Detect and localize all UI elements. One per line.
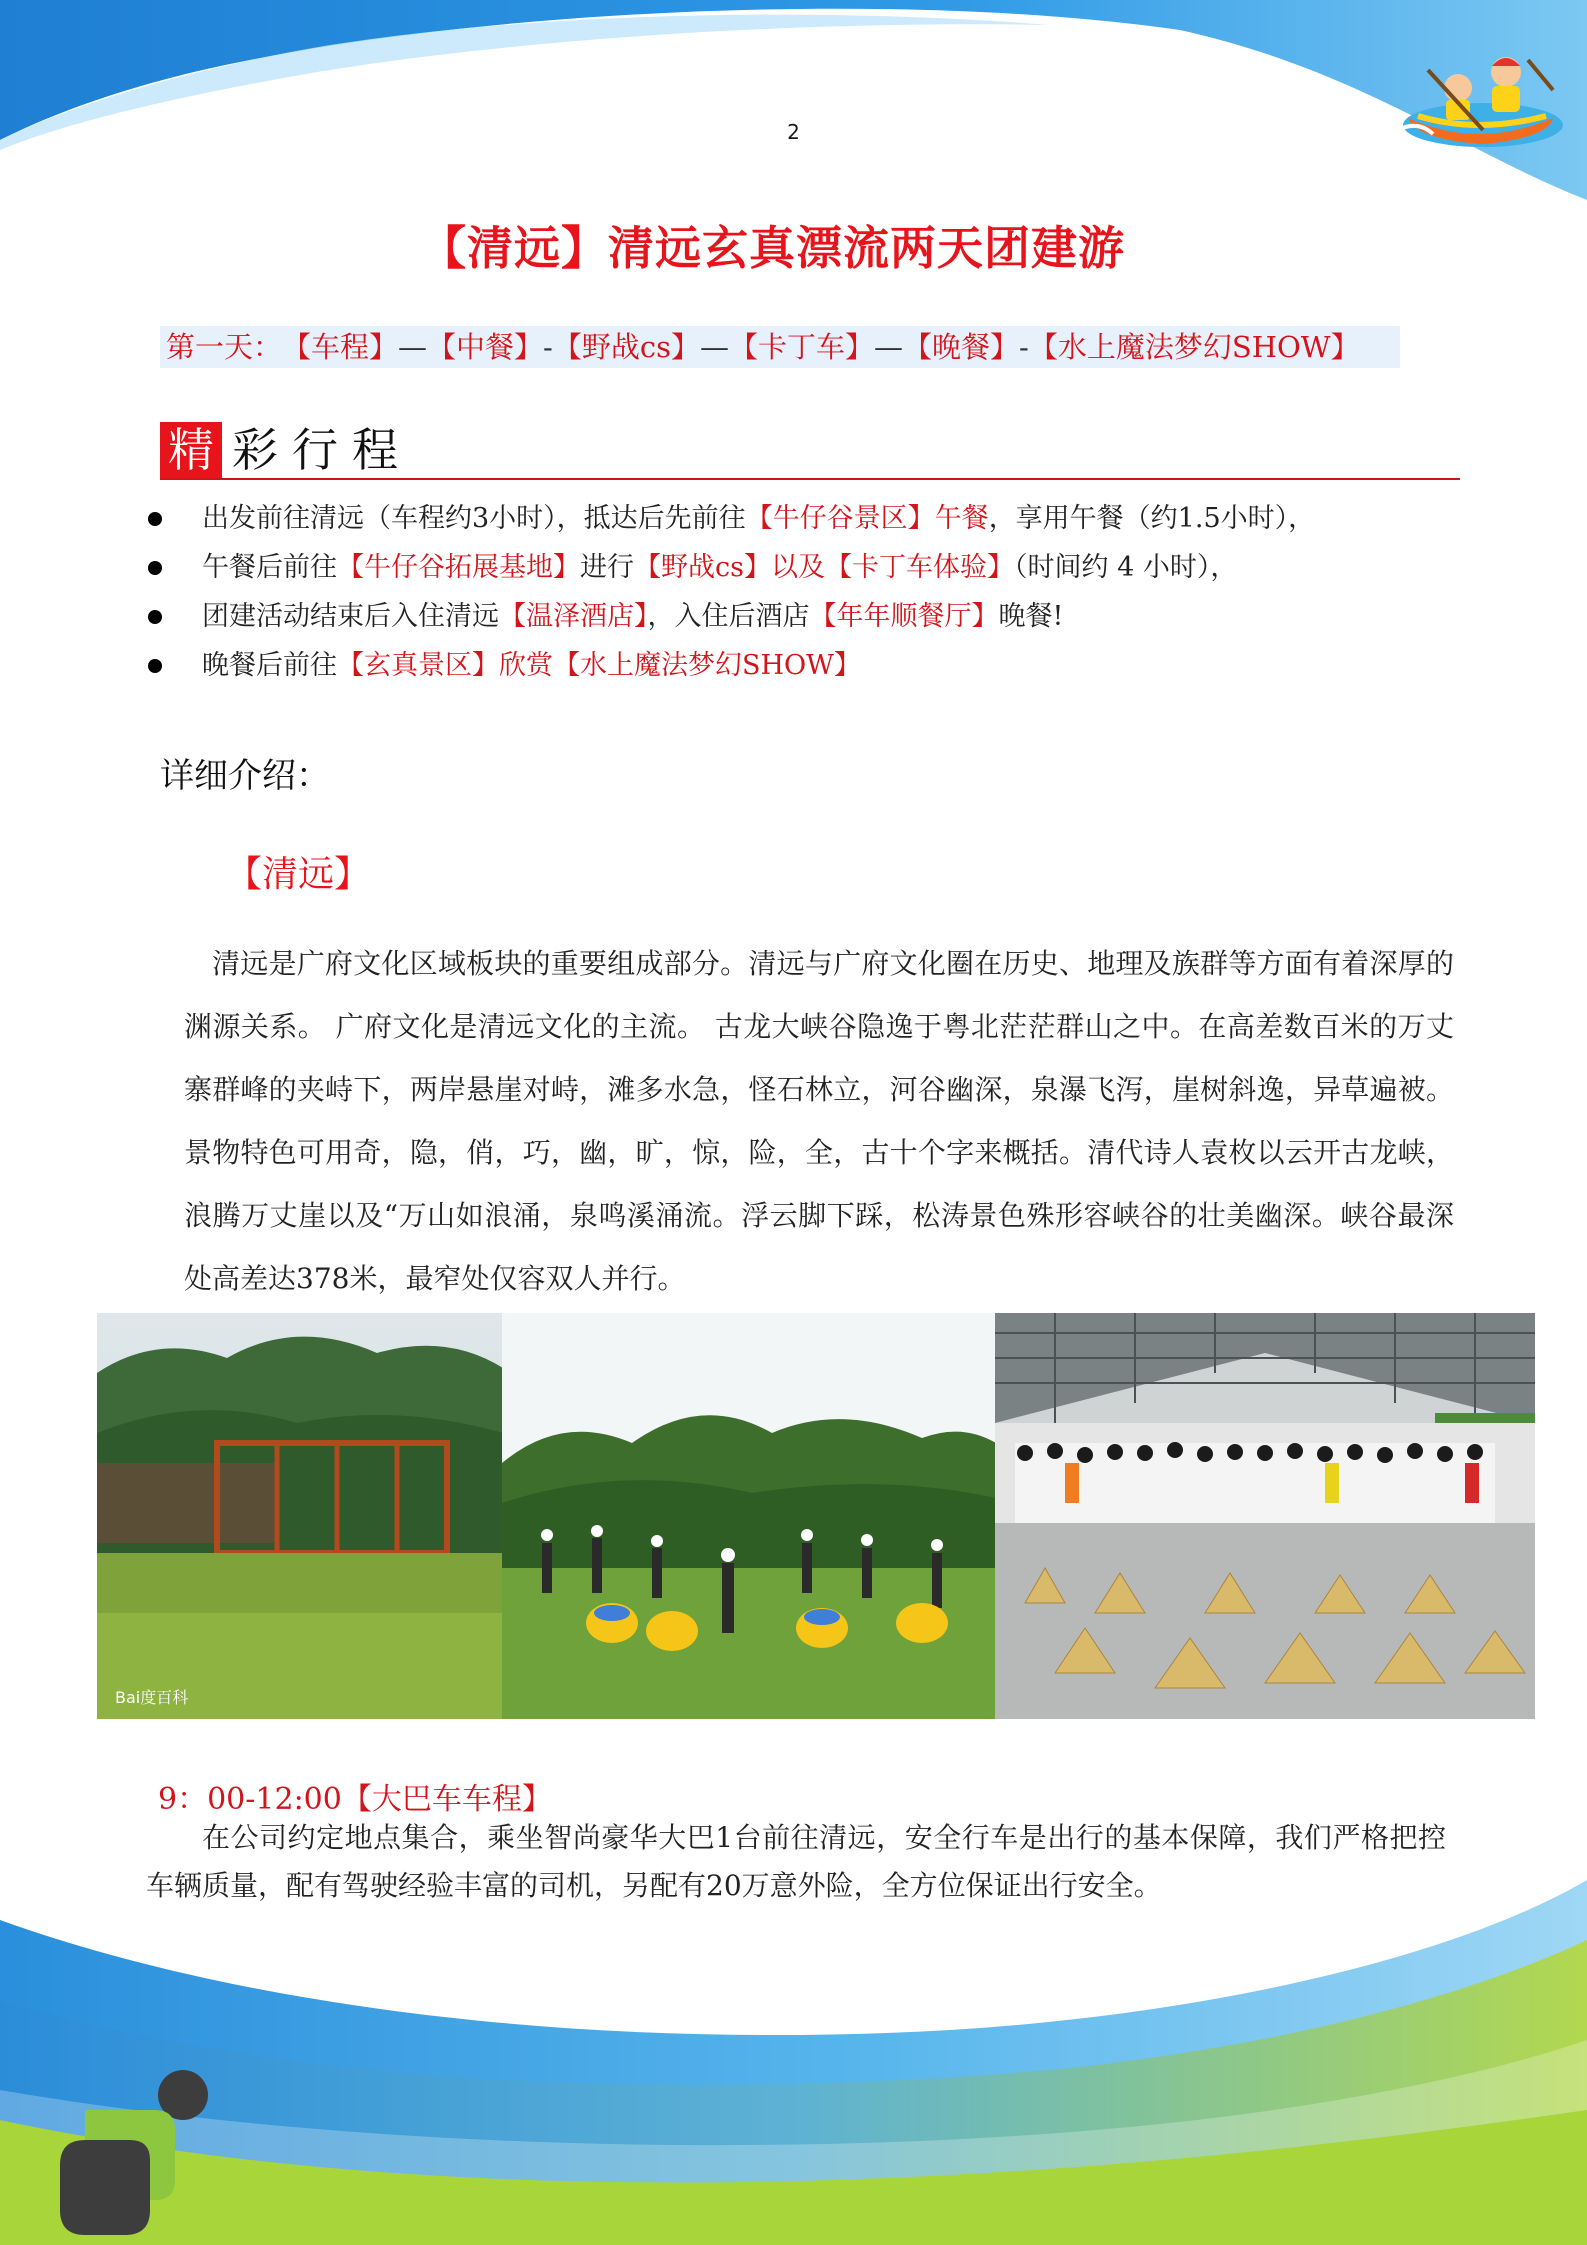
bottom-wave-decoration bbox=[0, 1880, 1587, 2245]
day-separator: — bbox=[398, 330, 428, 364]
bullet-text: 进行 bbox=[580, 552, 634, 583]
qingyuan-paragraph: 清远是广府文化区域板块的重要组成部分。清远与广府文化圈在历史、地理及族群等方面有着深厚的渊源关系。 广府文化是清远文化的主流。 古龙大峡谷隐逸于粤北茫茫群山之中。在高差数百米的万丈寨群峰的夹峙下，两岸悬崖对峙，滩多水急，怪石林立，河谷幽深，泉瀑飞泻，崖树斜逸，异草遍被。景物特色可用奇，隐，俏，巧，幽，旷，惊，险，全，古十个字来概括。清代诗人袁枚以云开古龙峡，浪腾万丈崖以及“万山如浪涌，泉鸣溪涌流。浮云脚下踩，松涛景色殊形容峡谷的壮美幽深。峡谷最深处高差达378米，最窄处仅容双人并行。 bbox=[184, 947, 1454, 1295]
itinerary-bullet-item bbox=[148, 543, 1448, 592]
itinerary-bullet-item bbox=[148, 494, 1448, 543]
day-separator: — bbox=[699, 330, 729, 364]
bullet-text: 晚餐! bbox=[998, 601, 1064, 632]
bullet-dot-icon bbox=[148, 659, 162, 673]
bullet-text: 团建活动结束后入住清远 bbox=[202, 601, 499, 632]
photo-strip bbox=[97, 1313, 1535, 1719]
bullet-text: （时间约 4 小时）， bbox=[1013, 552, 1238, 583]
bullet-dot-icon bbox=[148, 610, 162, 624]
bullet-text: ，入住后酒店 bbox=[647, 601, 810, 632]
day-item: 【晚餐】 bbox=[903, 330, 1020, 364]
day-item: 【卡丁车】 bbox=[728, 330, 874, 364]
itinerary-bullet-item bbox=[148, 592, 1448, 641]
company-logo bbox=[55, 2070, 215, 2235]
day-separator: - bbox=[543, 330, 553, 364]
qingyuan-heading: 【清远】 bbox=[226, 854, 371, 895]
bus-paragraph: 在公司约定地点集合，乘坐智尚豪华大巴1台前往清远，安全行车是出行的基本保障，我们严格把控车辆质量，配有驾驶经验丰富的司机，另配有20万意外险，全方位保证出行安全。 bbox=[146, 1821, 1446, 1902]
photo-group-under-pavilion bbox=[995, 1313, 1535, 1719]
day-one-itinerary-line bbox=[160, 326, 1400, 368]
detail-heading: 详细介绍： bbox=[160, 756, 330, 796]
photo-outdoor-base-lawn bbox=[97, 1313, 503, 1719]
bus-time-heading: 9：00-12:00【大巴车车程】 bbox=[158, 1782, 552, 1817]
highlighted-text: 【野战cs】以及【卡丁车体验】 bbox=[634, 552, 1014, 583]
bullet-dot-icon bbox=[148, 561, 162, 575]
highlights-section-heading bbox=[160, 422, 1460, 480]
bullet-dot-icon bbox=[148, 512, 162, 526]
highlighted-text: 【牛仔谷景区】午餐 bbox=[745, 503, 989, 534]
itinerary-bullet-list bbox=[148, 494, 1448, 690]
bullet-text: 午餐后前往 bbox=[202, 552, 337, 583]
highlighted-text: 【年年顺餐厅】 bbox=[809, 601, 999, 632]
bullet-text: 出发前往清远（车程约3小时），抵达后先前往 bbox=[202, 503, 746, 534]
photo-team-games-on-grass bbox=[502, 1313, 996, 1719]
bullet-text: 晚餐后前往 bbox=[202, 650, 337, 681]
day-item: 【野战cs】 bbox=[552, 330, 700, 364]
day-item: 【水上魔法梦幻SHOW】 bbox=[1028, 330, 1360, 364]
highlighted-text: 【温泽酒店】 bbox=[499, 601, 648, 632]
bullet-text: ，享用午餐（约1.5小时）， bbox=[988, 503, 1316, 534]
day-separator: - bbox=[1019, 330, 1029, 364]
photo-watermark: Bai度百科 bbox=[115, 1688, 189, 1707]
day-item: 【中餐】 bbox=[427, 330, 544, 364]
page-number: 2 bbox=[787, 120, 800, 144]
day-separator: — bbox=[874, 330, 903, 364]
page-title: 【清远】清远玄真漂流两天团建游 bbox=[420, 221, 1125, 275]
day-item: 【车程】 bbox=[282, 330, 399, 364]
highlighted-text: 【牛仔谷拓展基地】 bbox=[337, 552, 580, 583]
section-heading-rest: 彩行程 bbox=[232, 423, 412, 477]
section-heading-first-char: 精 bbox=[160, 422, 222, 478]
day-label: 第一天： bbox=[166, 330, 283, 364]
highlighted-text: 【玄真景区】欣赏【水上魔法梦幻SHOW】 bbox=[337, 650, 861, 681]
itinerary-bullet-item bbox=[148, 641, 1448, 690]
